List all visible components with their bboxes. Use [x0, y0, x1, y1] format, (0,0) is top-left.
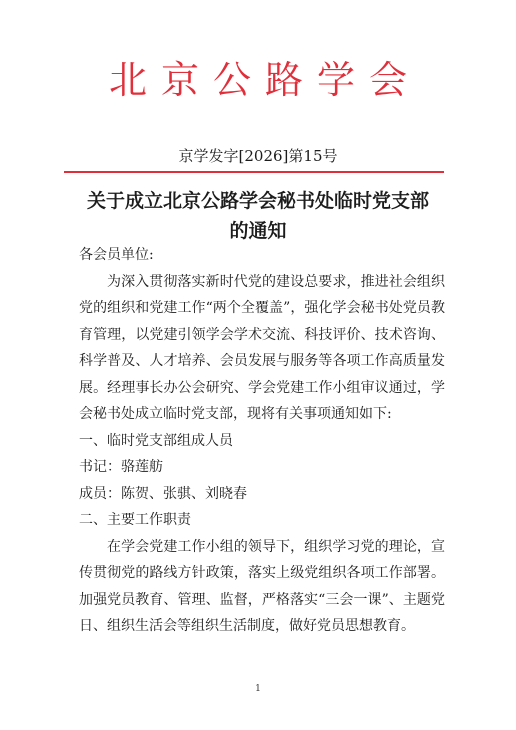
section-1-heading: 一、临时党支部组成人员	[79, 432, 233, 449]
document-title	[60, 186, 456, 246]
intro-paragraph: 为深入贯彻落实新时代党的建设总要求，推进社会组织党的组织和党建工作“两个全覆盖”，强化学会秘书处党员教育管理，以党建引领学会学术交流、科技评价、技术咨询、科学普及、人才培养、会员发展与服务等各项工作高质量发展。经理事长办公会研究、学会党建工作小组审议通过，学会秘书处成立临时党支部，现将有关事项通知如下:	[79, 273, 445, 422]
secretary-line: 书记：骆莲舫	[79, 459, 163, 475]
members-line: 成员：陈贺、张骐、刘晓春	[79, 485, 247, 502]
red-divider-line	[64, 171, 444, 173]
section-2-paragraph: 在学会党建工作小组的领导下，组织学习党的理论，宣传贯彻党的路线方针政策，落实上级党组织各项工作部署。加强党员教育、管理、监督，严格落实“三会一课”、主题党日、组织生活会等组织生活制度，做好党员思想教育。	[79, 538, 445, 634]
section-2-heading: 二、主要工作职责	[79, 512, 191, 528]
page-number: 1	[255, 684, 261, 694]
document-title-line-2: 的通知	[229, 220, 287, 242]
document-title-line-1: 关于成立北京公路学会秘书处临时党支部	[86, 190, 429, 212]
document-number: 京学发字[2026]第15号	[178, 147, 338, 165]
organization-header: 北京公路学会	[108, 58, 421, 102]
document-body	[79, 242, 445, 640]
salutation: 各会员单位:	[79, 247, 154, 263]
